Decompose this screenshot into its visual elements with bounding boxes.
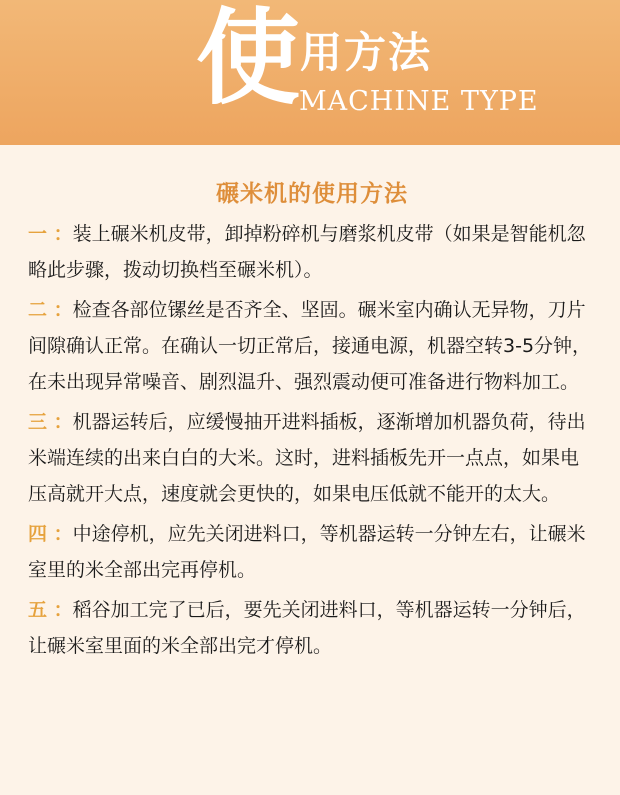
step-3-number: 三 [28, 411, 48, 433]
header-banner [0, 0, 620, 145]
step-5-number: 五 [28, 599, 48, 621]
banner-title: 用方法 [300, 28, 433, 77]
step-1 [28, 216, 596, 288]
step-1-number: 一 [28, 223, 48, 245]
step-4-separator: ： [47, 523, 73, 545]
step-4-text: 中途停机，应先关闭进料口，等机器运转一分钟左右，让碾米室里的米全部出完再停机。 [28, 523, 586, 581]
step-2-number: 二 [28, 299, 48, 321]
banner-big-character: 使 [196, 0, 301, 119]
step-3-separator: ： [47, 411, 73, 433]
step-3-text: 机器运转后，应缓慢抽开进料插板，逐渐增加机器负荷，待出米端连续的出来白白的大米。这时，进料插板先开一点点，如果电压高就开大点，速度就会更快的，如果电压低就不能开的太大。 [28, 411, 586, 505]
step-4-number: 四 [28, 523, 48, 545]
step-2-text: 检查各部位镙丝是否齐全、坚固。碾米室内确认无异物，刀片间隙确认正常。在确认一切正常后，接通电源，机器空转3-5分钟，在未出现异常噪音、剧烈温升、强烈震动便可准备进行物料加工。 [28, 299, 592, 393]
banner-subtitle: MACHINE TYPE [299, 86, 539, 117]
step-3 [28, 404, 596, 512]
step-4 [28, 516, 596, 588]
step-5 [28, 592, 596, 664]
step-1-separator: ： [47, 223, 73, 245]
step-5-text: 稻谷加工完了已后，要先关闭进料口，等机器运转一分钟后，让碾米室里面的米全部出完才停机。 [28, 599, 586, 657]
step-5-separator: ： [47, 599, 73, 621]
step-1-text: 装上碾米机皮带，卸掉粉碎机与磨浆机皮带（如果是智能机忽略此步骤，拨动切换档至碾米机）。 [28, 223, 586, 281]
step-2 [28, 292, 596, 400]
step-2-separator: ： [47, 299, 73, 321]
instructions-body [0, 145, 620, 664]
section-heading: 碾米机的使用方法 [216, 181, 408, 207]
